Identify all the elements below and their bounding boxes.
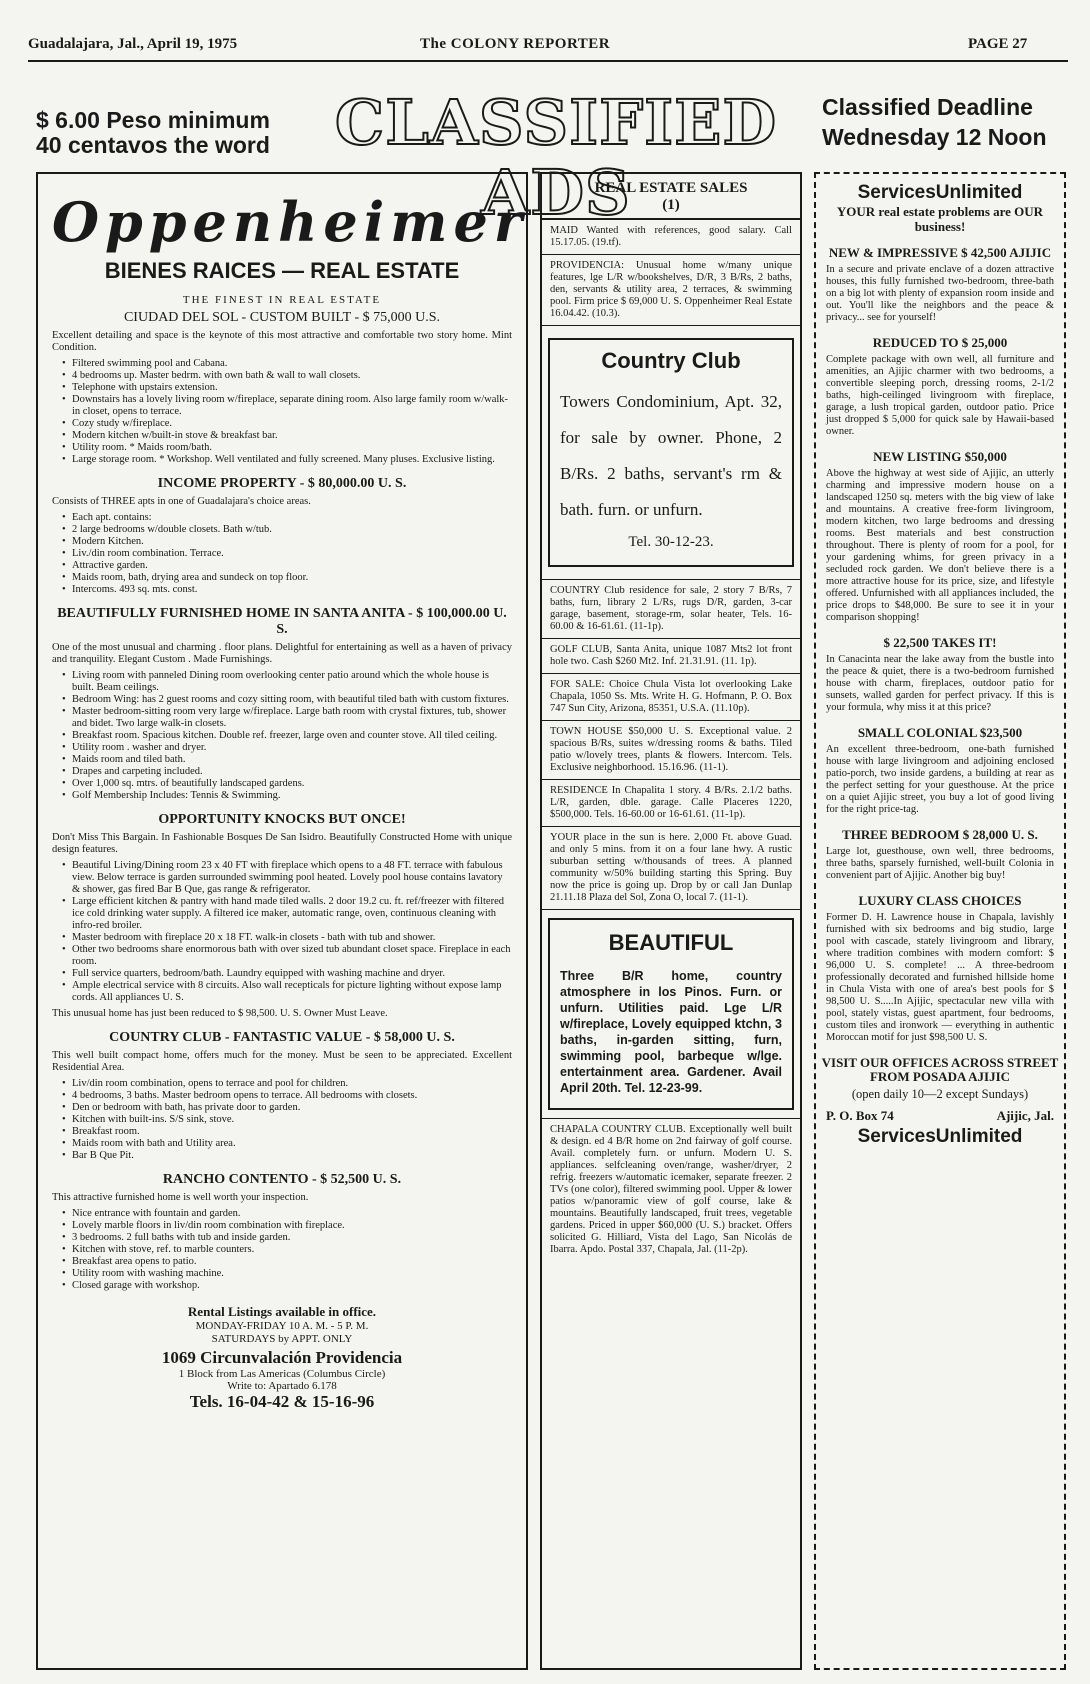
listing-features [52,1208,512,1292]
listing-title: COUNTRY CLUB - FANTASTIC VALUE - $ 58,000 U. S. [109,1030,455,1045]
listing-intro: Consists of THREE apts in one of Guadalajara's choice areas. [52,496,311,507]
listing-features [52,860,512,1004]
newspaper-name: The COLONY REPORTER [420,36,611,52]
classified-ad: TOWN HOUSE $50,000 U. S. Exceptional value. 2 spacious B/Rs, suites w/dressing rooms & baths. Tiled patio w/lovely trees, plants & flowers. Intercom. Tels. Exclusive neighborhood. 15.16.96. (11-1). [542,721,800,780]
classified-ad: YOUR place in the sun is here. 2,000 Ft. above Guad. and only 5 mins. from it on a four lane hwy. A rustic suburban setting w/thousands of trees. A planned community w/50% building starting this Spring. Buy now the price is going up. Drop by or call Jan Dunlap 21.11.18 Plaza del Sol, Zona O, local 7. (11-1). [542,827,800,910]
listing-features [52,358,512,466]
feature-item: • Each apt. contains: [62,512,512,524]
feature-item: • Ample electrical service with 8 circuits. Also wall recepticals for picture lighting without expose lamp cords. All appliances U. S. [62,980,512,1004]
feature-item: • Cozy study w/fireplace. [62,418,512,430]
feature-item: • Utility room. * Maids room/bath. [62,442,512,454]
ad-body: Towers Condominium, Apt. 32, for sale by owner. Phone, 2 B/Rs. 2 baths, servant's rm & bath. furn. or unfurn. [560,392,782,519]
feature-item: • Breakfast area opens to patio. [62,1256,512,1268]
feature-item: • Large storage room. * Workshop. Well ventilated and fully screened. Many pluses. Exclusive listing. [62,454,512,466]
feature-item: • Liv/din room combination, opens to terrace and pool for children. [62,1078,512,1090]
feature-item: • Large efficient kitchen & pantry with hand made tiled walls. 2 door 19.2 cu. ft. ref/freezer with filtered ice cold drinking water supply. A filtered ice maker, automatic range, oven, continuous cleaning with infro-red broiler. [62,896,512,932]
feature-item: • Bedroom Wing: has 2 guest rooms and cozy sitting room, with beautiful tiled bath with custom fixtures. [62,694,512,706]
feature-item: • Drapes and carpeting included. [62,766,512,778]
feature-item: • Modern kitchen w/built-in stove & breakfast bar. [62,430,512,442]
address-landmark: 1 Block from Las Americas (Columbus Circle) [178,1368,386,1380]
listing-title: REDUCED TO $ 25,000 [872,335,1008,350]
feature-item: • Filtered swimming pool and Cabana. [62,358,512,370]
listing-title: LUXURY CLASS CHOICES [858,893,1022,908]
country-club-ad [548,338,794,567]
listing-intro: This attractive furnished home is well worth your inspection. [52,1192,309,1203]
classified-ad: MAID Wanted with references, good salary. Call 15.17.05. (19.tf). [542,220,800,255]
classified-ad: COUNTRY Club residence for sale, 2 story 7 B/Rs, 7 baths, furn, library 2 L/Rs, rugs D/R, garden, 3-car garage, basement, storage-rm, solar heater, Tels. 16-60.00 & 16-61.61. (11-1p). [542,579,800,639]
po-box: P. O. Box 74 [826,1108,894,1123]
feature-item: • Utility room . washer and dryer. [62,742,512,754]
feature-item: • Bar B Que Pit. [62,1150,512,1162]
feature-item: • Telephone with upstairs extension. [62,382,512,394]
visit-offices: VISIT OUR OFFICES ACROSS STREET FROM POSADA AJIJIC [821,1055,1059,1084]
feature-item: • Utility room with washing machine. [62,1268,512,1280]
feature-item: • 2 large bedrooms w/double closets. Bath w/tub. [62,524,512,536]
feature-item: • Downstairs has a lovely living room w/fireplace, separate dining room. Also large family room w/walk-in closet, opens to terrace. [62,394,512,418]
listing-outro: This unusual home has just been reduced to $ 98,500. U. S. Owner Must Leave. [52,1008,388,1019]
feature-item: • Breakfast room. Spacious kitchen. Double ref. freezer, large oven and counter stove. All tiled ceiling. [62,730,512,742]
classified-ad: GOLF CLUB, Santa Anita, unique 1087 Mts2 lot front hole two. Cash $260 Mt2. Inf. 21.31.91. (11. 1p). [542,639,800,674]
ad-body: Three B/R home, country atmosphere in los Pinos. Furn. or unfurn. Utilities paid. Lge L/R w/fireplace, Lovely equipped ktchn, 3 baths, in-garden sitting, furn, swimming pool, barbeque w/lge. entertainment area. Gardener. Avail April 20th. Tel. 12-23-99. [560,969,782,1095]
contact-line [826,1108,1054,1124]
section-title: CLASSIFIED ADS [334,86,778,229]
feature-item: • Over 1,000 sq. mtrs. of beautifully landscaped gardens. [62,778,512,790]
listing-title: THREE BEDROOM $ 28,000 U. S. [842,827,1038,842]
real-estate-sales-column [540,172,802,1670]
listing-title: BEAUTIFULLY FURNISHED HOME IN SANTA ANITA - $ 100,000.00 U. S. [57,606,507,637]
feature-item: • Kitchen with built-ins. S/S sink, stove. [62,1114,512,1126]
listing-title: SMALL COLONIAL $23,500 [857,725,1023,740]
feature-item: • Den or bedroom with bath, has private door to garden. [62,1102,512,1114]
feature-item: • Nice entrance with fountain and garden. [62,1208,512,1220]
office-info [52,1304,512,1412]
classified-ad: FOR SALE: Choice Chula Vista lot overlooking Lake Chapala, 1050 Ss. Mts. Write H. G. Hofmann, P. O. Box 747 Sun City, Arizona, 85351, U.S.A. (11.10p). [542,674,800,721]
listing-body: Above the highway at west side of Ajijic, an utterly charming and impressive modern house on a landscaped 1250 sq. meters with the big view of lake and mountains. A creative free-form livingroom, modern kitchen, two large bedrooms and dressing rooms. Best materials and best construction throughout. There is plenty of room for a pool, for your gardening whims, for green privacy in a secluded rock garden. We don't believe there is a more attractive house for its price, size, and lifestyle offered. Unfurnished with all appliances included, the price drops to $48,000. Be sure to see it in your comparison shopping! [826,468,1054,623]
listing-title: $ 22,500 TAKES IT! [883,635,997,650]
column-heading [542,174,800,220]
listing-title: NEW & IMPRESSIVE $ 42,500 AJIJIC [828,245,1052,260]
feature-item: • Lovely marble floors in liv/din room combination with fireplace. [62,1220,512,1232]
page-number: PAGE 27 [968,36,1028,52]
feature-item: • Full service quarters, bedroom/bath. Laundry equipped with washing machine and dryer. [62,968,512,980]
listing-body: An excellent three-bedroom, one-bath furnished house with large livingroom and adjoining enclosed patio-porch, two inside gardens, a building at rear as the perfect setting for your guesthouse. At the price on a quiet Ajijic street, you buy a lot of good living for the right price-tag. [826,744,1054,815]
issue-date: Guadalajara, Jal., April 19, 1975 [28,36,238,52]
feature-item: • Living room with panneled Dining room overlooking center patio around which the whole house is built. Beam ceilings. [62,670,512,694]
office-hours: MONDAY-FRIDAY 10 A. M. - 5 P. M. [195,1320,369,1332]
listing-body: Large lot, guesthouse, own well, three bedrooms, three baths, sparsely furnished, well-built Colonia in convenient part of Ajijic. Another big buy! [826,846,1054,881]
deadline-info [822,92,1047,152]
ad-title: BEAUTIFUL [608,930,734,955]
services-brand: ServicesUnlimited [857,182,1023,203]
feature-item: • Breakfast room. [62,1126,512,1138]
feature-item: • Master bedroom with fireplace 20 x 18 FT. walk-in closets - bath with tub and shower. [62,932,512,944]
listing-intro: Excellent detailing and space is the keynote of this most attractive and comfortable two story home. Mint Condition. [52,330,512,353]
listing-intro: Don't Miss This Bargain. In Fashionable Bosques De San Isidro. Beautifully Constructed Home with unique design features. [52,832,512,855]
listing-features [52,670,512,802]
services-tagline: YOUR real estate problems are OUR business! [836,204,1044,234]
mailing-address: Write to: Apartado 6.178 [227,1380,337,1392]
phone-numbers: Tels. 16-04-42 & 15-16-96 [189,1392,375,1411]
oppenheimer-tagline: BIENES RAICES — REAL ESTATE [104,258,460,283]
feature-item: • Maids room, bath, drying area and sundeck on top floor. [62,572,512,584]
feature-item: • Golf Membership Includes: Tennis & Swimming. [62,790,512,802]
deadline-label: Classified Deadline [822,94,1033,120]
classified-ad: RESIDENCE In Chapalita 1 story. 4 B/Rs. 2.1/2 baths. L/R, garden, dble. garage. Calle Placeres 1220, $500,000. Tels. 16-60.00 or 16-61.61. (11-1p). [542,780,800,827]
listing-intro: This well built compact home, offers much for the money. Must be seen to be appreciated. Excellent Residential Area. [52,1050,512,1073]
feature-item: • Closed garage with workshop. [62,1280,512,1292]
rental-listings: Rental Listings available in office. [187,1304,377,1319]
feature-item: • Maids room with bath and Utility area. [62,1138,512,1150]
listing-body: In a secure and private enclave of a dozen attractive houses, this fully furnished two-bedroom, three-bath on a big lot with plenty of expansion room inside and out. You'll like the neighbors and the peace & privacy... see for yourself! [826,264,1054,323]
feature-item: • Intercoms. 493 sq. mts. const. [62,584,512,596]
header-rule [28,60,1068,62]
listing-body: Former D. H. Lawrence house in Chapala, lavishly furnished with six bedrooms and big studio, large pool with cascade, stately livingroom and library, where tradition combines with modern comfort: $ 96,000 U. S. complete! ... A three-bedroom professionally decorated and furnished hillside home in Chula Vista with one of area's best pools for $ 98,500 U. S.....In Ajijic, spectacular new villa with pool, stately vistas, guest apartment, four bedrooms, custom tiles and ironwork — everything in authentic Moroccan motif for just $98,500 U. S. [826,912,1054,1043]
listing-body: In Canacinta near the lake away from the bustle into the peace & quiet, there is a two-bedroom furnished house with charm, fireplaces, outdoor patio for sunsets, walled garden for perfect privacy. If this is your formula, why miss it at this price? [826,654,1054,713]
oppenheimer-brand: Oppenheimer [52,190,529,254]
services-footer-brand: ServicesUnlimited [857,1126,1023,1147]
feature-item: • 4 bedrooms up. Master bedrm. with own bath & wall to wall closets. [62,370,512,382]
saturday-hours: SATURDAYS by APPT. ONLY [211,1333,353,1345]
feature-item: • 4 bedrooms, 3 baths. Master bedroom opens to terrace. All bedrooms with closets. [62,1090,512,1102]
heading-number: (1) [662,197,680,213]
listing-title: NEW LISTING $50,000 [873,449,1007,464]
oppenheimer-subtitle: THE FINEST IN REAL ESTATE [182,294,382,306]
office-address: 1069 Circunvalación Providencia [161,1348,403,1367]
feature-item: • Master bedroom-sitting room very large w/fireplace. Large bath room with crystal fixtures, tub, shower and bidet. Two large walk-in closets. [62,706,512,730]
listing-title: OPPORTUNITY KNOCKS BUT ONCE! [158,812,406,827]
feature-item: • Other two bedrooms share enormorous bath with over sized tub abundant closet space. Fireplace in each room. [62,944,512,968]
feature-item: • Liv./din room combination. Terrace. [62,548,512,560]
town: Ajijic, Jal. [996,1108,1054,1123]
oppenheimer-ad [36,172,528,1670]
feature-item: • Kitchen with stove, ref. to marble counters. [62,1244,512,1256]
feature-item: • Attractive garden. [62,560,512,572]
deadline-time: Wednesday 12 Noon [822,124,1047,150]
feature-item: • Maids room and tiled bath. [62,754,512,766]
ad-title: Country Club [601,348,741,373]
rate-minimum: $ 6.00 Peso minimum [36,107,270,133]
rate-info [36,108,270,158]
classified-ad: PROVIDENCIA: Unusual home w/many unique features, lge L/R w/bookshelves, D/R, 3 B/Rs, 2 baths, den, servants & utility area, 2 terraces, & swimming pool. Firm price $ 69,000 U. S. Oppenheimer Real Estate 16.04.42. (10.3). [542,255,800,326]
feature-item: • Beautiful Living/Dining room 23 x 40 FT with fireplace which opens to a 48 FT. terrace with fabulous view. Below terrace is garden surrounded swimming pool heated. Lovely pool house contains lavatory & shower, gas fired Bar B Que, gas range & refrigerator. [62,860,512,896]
listing-intro: One of the most unusual and charming . floor plans. Delightful for entertaining as well as a haven of privacy and tranquility. Elegant Custom . Made Furnishings. [52,642,512,665]
feature-item: • Modern Kitchen. [62,536,512,548]
listing-title: CIUDAD DEL SOL - CUSTOM BUILT - $ 75,000 U.S. [123,310,441,325]
beautiful-ad [548,918,794,1110]
heading-text: REAL ESTATE SALES [594,180,748,196]
listing-body: Complete package with own well, all furniture and amenities, an Ajijic charmer with two bedrooms, a convertible sleeping porch, dressing rooms, 2-1/2 baths, high-ceilinged livingroom with fireplace, garage, a lush tropical garden, outdoor patio. Price just dropped $ 5,000 for quick sale by Hawaii-based owner. [826,354,1054,437]
listing-title: INCOME PROPERTY - $ 80,000.00 U. S. [157,476,407,491]
listing-features [52,512,512,596]
services-unlimited-ad [814,172,1066,1670]
feature-item: • 3 bedrooms. 2 full baths with tub and inside garden. [62,1232,512,1244]
rate-per-word: 40 centavos the word [36,132,270,158]
listing-features [52,1078,512,1162]
ad-phone: Tel. 30-12-23. [628,534,714,550]
listing-title: RANCHO CONTENTO - $ 52,500 U. S. [162,1172,402,1187]
office-hours: (open daily 10—2 except Sundays) [851,1087,1029,1101]
classified-ad: CHAPALA COUNTRY CLUB. Exceptionally well built & design. ed 4 B/R home on 2nd fairway of golf course. Avail. completely furn. or unfurn. Modern U. S. appliances. selfcleaning oven/range, washer/dryer, 2 refrig. freezers w/automatic icemaker, separate freezer. 2 TVs (one color), filtered swimming pool. Upper & lower patios w/panoramic view of golf course, lake & mountains. Beautifully landscaped, fruit trees, vegetable gardens. Priced in upper $60,000 (U. S.) bracket. Offers solicited G. Hilliard, Vista del Lago, San Nicolás de Ibarra. Apdo. Postal 337, Chapala, Jal. (11-2p). [542,1118,800,1261]
